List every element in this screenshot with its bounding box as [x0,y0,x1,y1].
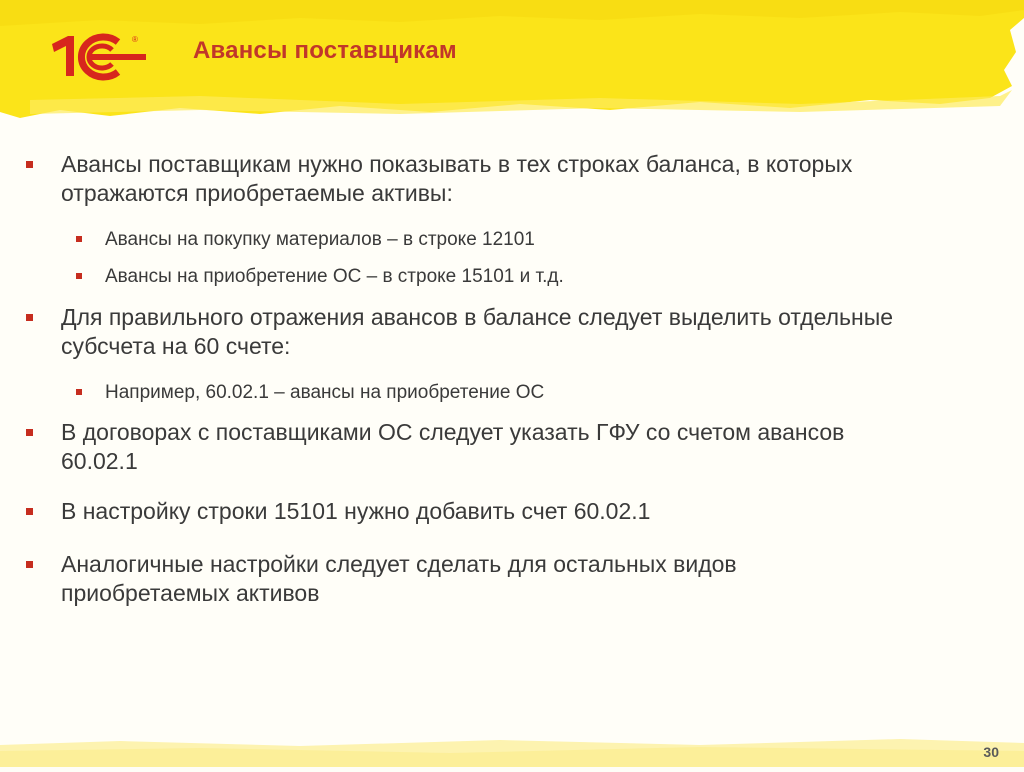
list-item [22,303,1012,361]
bullet-marker [76,389,82,395]
list-item [22,418,1012,476]
list-item-text: В договорах с поставщиками ОС следует указать ГФУ со счетом авансов [61,419,845,445]
bullet-list [22,150,1012,608]
list-item-text-cont: субсчета на 60 счете: [61,333,291,359]
header-highlight-band [0,0,1024,130]
list-item-text: Авансы поставщикам нужно показывать в тех строках баланса, в которых [61,151,853,177]
sub-list-item [22,381,1012,405]
list-item-text: Авансы на приобретение ОС – в строке 15101 и т.д. [105,266,564,287]
sub-list-item [22,228,1012,252]
list-item [22,550,1012,608]
bullet-marker [76,236,82,242]
list-item-text: Для правильного отражения авансов в балансе следует выделить отдельные [61,304,894,330]
list-item-text-cont: 60.02.1 [61,448,138,474]
list-item-text: Авансы на покупку материалов – в строке 12101 [105,229,535,250]
bullet-marker [26,314,33,321]
registered-mark: ® [132,35,138,44]
list-item-text: В настройку строки 15101 нужно добавить счет 60.02.1 [61,498,651,524]
list-item [22,150,1012,208]
list-item [22,497,1012,526]
sub-list-item [22,265,1012,289]
bullet-marker [26,561,33,568]
bullet-marker [26,429,33,436]
page-title: Авансы поставщикам [193,37,457,64]
footer-highlight-band [0,737,1024,767]
bullet-marker [76,273,82,279]
page-number: 30 [983,744,999,760]
list-item-text-cont: приобретаемых активов [61,580,320,606]
list-item-text-cont: отражаются приобретаемые активы: [61,180,453,206]
bullet-marker [26,161,33,168]
bullet-marker [26,508,33,515]
list-item-text: Аналогичные настройки следует сделать для остальных видов [61,551,737,577]
list-item-text: Например, 60.02.1 – авансы на приобретение ОС [105,382,545,403]
1c-logo [48,30,152,84]
